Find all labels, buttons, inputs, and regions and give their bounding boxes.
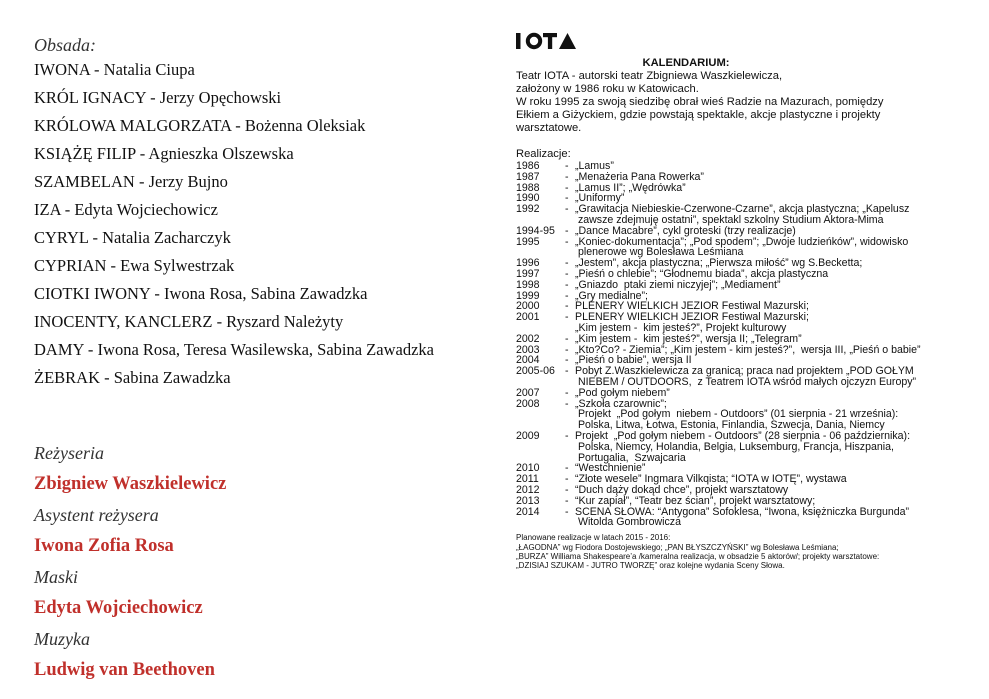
- event-year: 2004: [516, 354, 540, 367]
- event-year: 2008: [516, 397, 540, 410]
- intro-line: Ełkiem a Giżyckiem, gdzie powstają spektakle, akcje plastyczne i projekty: [516, 109, 881, 121]
- event-year: 2014: [516, 505, 540, 518]
- cast-row: DAMY - Iwona Rosa, Teresa Wasilewska, Sabina Zawadzka: [34, 340, 434, 359]
- intro-line: założony w 1986 roku w Katowicach.: [516, 83, 699, 95]
- iota-logo: [516, 30, 966, 52]
- cast-row: CYRYL - Natalia Zacharczyk: [34, 228, 231, 247]
- event-dash: -: [565, 289, 569, 302]
- crew-role-music: Muzyka: [34, 629, 90, 649]
- event-dash: -: [565, 300, 569, 313]
- crew-role-masks: Maski: [34, 567, 78, 587]
- kalendarium-panel: [516, 30, 966, 571]
- event-text: „Pieśń o babie”, wersja II: [575, 354, 692, 367]
- crew-name-masks: Edyta Wojciechowicz: [34, 598, 203, 618]
- event-dash: -: [565, 397, 569, 410]
- event-year: 1990: [516, 192, 540, 205]
- event-text: „Koniec-dokumentacja”; „Pod spodem”; „Dwoje ludzieńków”, widowisko plenerowe wg Bolesława Leśmiana: [575, 235, 909, 259]
- event-text: „Lamus”: [575, 160, 614, 172]
- event-year: 2005-06: [516, 365, 555, 378]
- event-year: 1987: [516, 170, 540, 183]
- iota-logo-mark: [516, 31, 578, 51]
- intro-line: warsztatowe.: [516, 122, 582, 134]
- event-text: „Uniformy”: [575, 192, 625, 205]
- event-dash: -: [565, 192, 569, 205]
- event-year: 2000: [516, 300, 540, 313]
- event-text: „Lamus II”; „Wędrówka”: [575, 181, 686, 194]
- event-dash: -: [565, 311, 569, 324]
- event-year: 2012: [516, 483, 540, 496]
- cast-row: ŻEBRAK - Sabina Zawadzka: [34, 368, 231, 387]
- event-row: [516, 172, 966, 183]
- events-list: [516, 161, 966, 528]
- event-year: 1992: [516, 203, 540, 216]
- event-dash: -: [565, 170, 569, 183]
- event-dash: -: [565, 224, 569, 237]
- cast-list: [34, 56, 484, 392]
- event-row: [516, 496, 966, 507]
- cast-row: KSIĄŻĘ FILIP - Agnieszka Olszewska: [34, 144, 294, 163]
- event-year: 2013: [516, 494, 540, 507]
- event-year: 1998: [516, 278, 540, 291]
- event-row: [516, 388, 966, 399]
- event-dash: -: [565, 354, 569, 367]
- event-text: „Szkoła czarownic”; Projekt „Pod gołym niebem - Outdoors” (01 sierpnia - 21 września): Polska, Litwa, Łotwa, Estonia, Finlandia, Szwecja, Dania, Niemcy: [575, 397, 899, 432]
- cast-crew-panel: [34, 34, 484, 686]
- crew-list: [34, 438, 484, 686]
- intro-line: Teatr IOTA - autorski teatr Zbigniewa Waszkielewicza,: [516, 70, 783, 82]
- event-year: 1999: [516, 289, 540, 302]
- event-year: 1986: [516, 160, 540, 172]
- event-year: 2011: [516, 473, 539, 486]
- planned-line: „BURZA” Williama Shakespeare’a /kameralna realizacja, w obsadzie 5 aktorów/; projekty warsztatowe:: [516, 551, 880, 561]
- planned-line: Planowane realizacje w latach 2015 - 2016:: [516, 533, 671, 543]
- kalendarium-title: KALENDARIUM:: [642, 57, 730, 69]
- event-year: 1995: [516, 235, 540, 248]
- event-year: 2007: [516, 386, 540, 399]
- planned-line: „DZISIAJ SZUKAM - JUTRO TWORZĘ” oraz kolejne wydania Sceny Słowa.: [516, 561, 785, 571]
- event-dash: -: [565, 483, 569, 496]
- event-dash: -: [565, 505, 569, 518]
- planned-line: „ŁAGODNA” wg Fiodora Dostojewskiego; „PAN BŁYSZCZYŃSKI” wg Bolesława Leśmiana;: [516, 542, 839, 552]
- event-text: Pobyt Z.Waszkielewicza za granicą; praca nad projektem „POD GOŁYM NIEBEM / OUTDOORS, z Teatrem IOTA wśród małych ojczyzn Europy”: [575, 365, 917, 388]
- event-text: „Grawitacja Niebieskie-Czerwone-Czarne”, akcja plastyczna; „Kapelusz zawsze zdejmuję ostatni”, spektakl szkolny Studium Aktora-Mima: [575, 203, 910, 226]
- crew-role-assistant: Asystent reżysera: [34, 505, 159, 525]
- cast-row: KRÓL IGNACY - Jerzy Opęchowski: [34, 88, 282, 107]
- event-text: “Duch dąży dokąd chce”, projekt warsztatowy: [575, 483, 789, 496]
- cast-row: SZAMBELAN - Jerzy Bujno: [34, 172, 228, 191]
- event-dash: -: [565, 203, 569, 216]
- kalendarium-intro: [516, 70, 966, 135]
- event-row: [516, 226, 966, 237]
- event-text: „Pieśń o chlebie”; “Głodnemu biada”, akcja plastyczna: [575, 267, 829, 280]
- event-text: “Złote wesele” Ingmara Vilkqista; “IOTA w IOTĘ”, wystawa: [575, 473, 847, 486]
- event-row: [516, 334, 966, 345]
- cast-row: IZA - Edyta Wojciechowicz: [34, 200, 218, 219]
- event-text: „Gniazdo ptaki ziemi niczyjej”; „Mediament”: [575, 278, 781, 291]
- event-text: Projekt „Pod gołym niebem - Outdoors” (28 sierpnia - 06 października): Polska, Niemcy, Holandia, Belgia, Luksemburg, Francja, Hiszpania, Portugalia, Szwajcaria: [575, 429, 911, 464]
- crew-name-music: Ludwig van Beethoven: [34, 660, 215, 680]
- event-text: SCENA SŁOWA: “Antygona” Sofoklesa, “Iwona, księżniczka Burgunda” Witolda Gombrowicza: [575, 505, 910, 529]
- event-dash: -: [565, 462, 569, 475]
- cast-row: IWONA - Natalia Ciupa: [34, 60, 195, 79]
- cast-row: CIOTKI IWONY - Iwona Rosa, Sabina Zawadzka: [34, 284, 368, 303]
- event-year: 1994-95: [516, 224, 555, 237]
- event-dash: -: [565, 386, 569, 399]
- event-dash: -: [565, 160, 569, 172]
- event-dash: -: [565, 332, 569, 345]
- event-dash: -: [565, 494, 569, 507]
- event-dash: -: [565, 278, 569, 291]
- event-text: “Westchnienie”: [575, 462, 646, 475]
- event-row: [516, 312, 966, 334]
- event-dash: -: [565, 257, 569, 270]
- crew-role-directing: Reżyseria: [34, 443, 104, 463]
- cast-row: INOCENTY, KANCLERZ - Ryszard Należyty: [34, 312, 344, 331]
- spacer: [34, 392, 484, 438]
- planned-realizations: [516, 533, 966, 571]
- cast-row: KRÓLOWA MALGORZATA - Bożenna Oleksiak: [34, 116, 366, 135]
- event-year: 1996: [516, 257, 540, 270]
- event-text: PLENERY WIELKICH JEZIOR Festiwal Mazurski;: [575, 300, 809, 313]
- event-year: 1988: [516, 181, 540, 194]
- event-text: „Dance Macabre”, cykl groteski (trzy realizacje): [575, 224, 796, 237]
- event-row: [516, 366, 966, 388]
- event-text: “Kur zapiał”, “Teatr bez ścian”, projekt warsztatowy;: [575, 494, 816, 507]
- event-text: „Kim jestem - kim jesteś?”, wersja II; „Telegram”: [575, 332, 802, 345]
- event-text: „Kto?Co? - Ziemia”; „Kim jestem - kim jesteś?”, wersja III, „Pieśń o babie”: [575, 343, 921, 356]
- event-text: „Menażeria Pana Rowerka”: [575, 170, 704, 183]
- event-year: 1997: [516, 267, 540, 280]
- event-year: 2002: [516, 332, 540, 345]
- cast-row: CYPRIAN - Ewa Sylwestrzak: [34, 256, 235, 275]
- event-text: „Jestem”, akcja plastyczna; „Pierwsza miłość” wg S.Becketta;: [575, 257, 863, 270]
- event-year: 2001: [516, 311, 540, 324]
- event-text: PLENERY WIELKICH JEZIOR Festiwal Mazurski; „Kim jestem - kim jesteś?”, Projekt kulturowy: [575, 311, 809, 334]
- event-dash: -: [565, 473, 569, 486]
- event-row: [516, 280, 966, 291]
- event-year: 2003: [516, 343, 540, 356]
- event-text: „Gry medialne”;: [575, 289, 648, 302]
- event-text: „Pod gołym niebem”: [575, 386, 670, 399]
- intro-line: W roku 1995 za swoją siedzibę obrał wieś Radzie na Mazurach, pomiędzy: [516, 96, 884, 108]
- event-year: 2010: [516, 462, 540, 475]
- event-row: [516, 507, 966, 529]
- crew-name-director: Zbigniew Waszkielewicz: [34, 474, 227, 494]
- event-row: [516, 399, 966, 431]
- event-row: [516, 431, 966, 463]
- event-dash: -: [565, 365, 569, 378]
- event-dash: -: [565, 267, 569, 280]
- event-row: [516, 237, 966, 259]
- realizacje-title: Realizacje:: [516, 148, 571, 160]
- event-dash: -: [565, 343, 569, 356]
- event-dash: -: [565, 429, 569, 442]
- crew-name-assistant: Iwona Zofia Rosa: [34, 536, 174, 556]
- event-dash: -: [565, 235, 569, 248]
- event-year: 2009: [516, 429, 540, 442]
- cast-title: Obsada:: [34, 35, 96, 55]
- event-row: [516, 204, 966, 226]
- event-dash: -: [565, 181, 569, 194]
